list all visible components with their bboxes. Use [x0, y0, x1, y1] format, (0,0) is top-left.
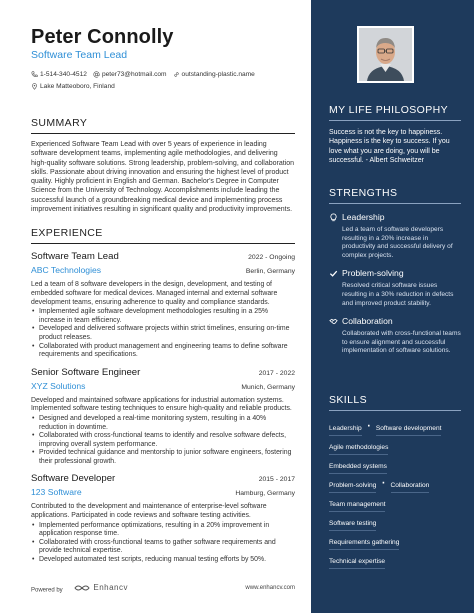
email-contact[interactable]: [93, 70, 167, 79]
location-pin-icon: [31, 83, 38, 90]
strength-description: Collaborated with cross-functional teams to ensure alignment and successful implementation of software solutions.: [342, 330, 461, 355]
job-entry: [31, 367, 295, 467]
strength-description: Resolved critical software issues resulting in a 30% reduction in defects and improved product stability.: [342, 282, 454, 307]
job-location: Berlin, Germany: [245, 268, 295, 276]
job-title: Senior Software Engineer: [31, 366, 141, 378]
job-entry: [31, 251, 295, 359]
skills-section: [329, 394, 461, 569]
lightbulb-icon: [329, 213, 338, 222]
checkmark-icon: [329, 269, 338, 278]
philosophy-heading: MY LIFE PHILOSOPHY: [329, 104, 461, 121]
skill-item: Agile methodologies: [329, 443, 388, 455]
job-company[interactable]: 123 Software: [31, 487, 82, 498]
experience-section: [31, 227, 295, 564]
brand-logo[interactable]: [74, 583, 128, 592]
job-bullet: • Collaborated with cross-functional teams to gather software requirements and provide technical expertise.: [31, 539, 295, 556]
job-description: Led a team of 8 software developers in the design, development, and testing of embedded software for medical devices. Managed internal and external software development teams, ensuring adherence to quality and compliance standards.: [31, 281, 278, 306]
skill-item: Embedded systems: [329, 462, 387, 474]
job-bullet: • Designed and developed a real-time monitoring system, resulting in a 40% reduction in downtime.: [31, 415, 295, 432]
job-location: Munich, Germany: [241, 383, 295, 391]
phone-text: 1-514-340-4512: [40, 71, 87, 78]
job-date: 2017 - 2022: [258, 369, 295, 377]
link-contact[interactable]: [173, 70, 255, 79]
job-bullets: [31, 415, 295, 467]
enhancv-logo-icon: [74, 584, 90, 592]
job-bullets: [31, 522, 295, 565]
location-text: Lake Matteoboro, Finland: [40, 83, 115, 90]
job-company[interactable]: XYZ Solutions: [31, 380, 86, 391]
handshake-icon: [329, 317, 338, 326]
strength-item: [329, 268, 461, 308]
job-bullet: • Developed and delivered software projects within strict timelines, ensuring on-time product releases.: [31, 325, 295, 342]
job-location: Hamburg, Germany: [235, 490, 295, 498]
summary-text: Experienced Software Team Lead with over 5 years of experience in leading software development teams, implementing agile methodologies, and delivering high-quality software solutions. Strong leadership, problem-solving, and collaboration skills. Passionate about driving innovation and ensuring the highest level of product quality. Highly proficient in English and German. Bachelor's Degree in Computer Science from the University of Technology. Accomplishments include leading the successful launch of a groundbreaking medical device and implementing process improvement initiatives resulting in significant quality and productivity improvements.: [31, 141, 295, 214]
sidebar: [311, 0, 474, 613]
job-bullet: • Implemented agile software development methodologies resulting in a 25% increase in team efficiency.: [31, 308, 295, 325]
philosophy-quote: Success is not the key to happiness. Happiness is the key to success. If you love what you are doing, you will be successful. - Albert Schweitzer: [329, 129, 450, 164]
strength-item: [329, 212, 461, 260]
job-title: Software Team Lead: [31, 251, 119, 263]
email-text: peter73@hotmail.com: [101, 71, 167, 78]
philosophy-section: [329, 104, 461, 165]
person-name: Peter Connolly: [31, 26, 174, 48]
location-contact: [31, 82, 115, 91]
profile-photo-icon: [359, 28, 412, 81]
job-entry: [31, 473, 295, 564]
brand-name: Enhancv: [93, 583, 128, 592]
job-title: Software Developer: [31, 473, 116, 485]
at-icon: [93, 71, 100, 78]
person-role: Software Team Lead: [31, 49, 128, 61]
job-bullets: [31, 308, 295, 360]
strength-title: Collaboration: [342, 316, 393, 327]
skill-item: Collaboration: [391, 481, 430, 493]
skill-item: Problem-solving: [329, 481, 376, 493]
job-bullet: • Collaborated with cross-functional teams to identify and resolve software defects, improving overall system performance.: [31, 432, 295, 449]
skill-item: Technical expertise: [329, 557, 385, 569]
skills-heading: SKILLS: [329, 394, 461, 411]
footer-powered: [31, 583, 128, 594]
skill-item: Software testing: [329, 519, 376, 531]
skill-list: Leadership · Software development Agile methodologies Embedded systems Problem-solving · Collaboration Team management Software testing Requirements gathering Technical expertise: [329, 417, 461, 569]
job-description: Contributed to the development and maintenance of enterprise-level software applications. Participated in code reviews and software testing activities.: [31, 503, 267, 520]
experience-heading: EXPERIENCE: [31, 227, 295, 244]
strength-item: [329, 316, 461, 356]
footer-url[interactable]: www.enhancv.com: [245, 585, 295, 592]
skill-item: Leadership: [329, 424, 362, 436]
strength-title: Leadership: [342, 212, 385, 222]
strength-title: Problem-solving: [342, 268, 404, 279]
job-date: 2015 - 2017: [258, 476, 295, 484]
skill-item: Software development: [376, 424, 442, 436]
location-row: [31, 82, 295, 91]
contact-row: [31, 70, 295, 79]
summary-heading: SUMMARY: [31, 117, 295, 134]
summary-section: [31, 117, 295, 214]
phone-contact[interactable]: [31, 70, 87, 79]
skill-item: Team management: [329, 500, 385, 512]
job-date: 2022 - Ongoing: [248, 254, 295, 262]
job-company[interactable]: ABC Technologies: [31, 265, 102, 276]
link-icon: [173, 71, 180, 78]
skill-item: Requirements gathering: [329, 538, 399, 550]
job-bullet: • Implemented performance optimizations, resulting in a 20% improvement in application response time.: [31, 522, 295, 539]
link-text: outstanding-plastic.name: [181, 71, 255, 78]
avatar: [357, 26, 414, 83]
job-description: Developed and maintained software applications for industrial automation systems. Implemented software testing techniques to ensure high-quality and reliable products.: [31, 396, 292, 413]
job-bullet: • Developed automated test scripts, reducing manual testing efforts by 50%.: [31, 556, 295, 565]
strengths-heading: STRENGTHS: [329, 187, 461, 204]
job-bullet: • Provided technical guidance and mentorship to junior software engineers, fostering their professional growth.: [31, 449, 295, 466]
footer: [31, 583, 295, 594]
strength-description: Led a team of software developers resulting in a 20% increase in productivity and successful delivery of complex projects.: [342, 226, 453, 259]
job-bullet: • Collaborated with product management and engineering teams to define software requirements and specifications.: [31, 343, 295, 360]
phone-icon: [31, 71, 38, 78]
powered-by-label: Powered by: [31, 587, 63, 594]
strengths-section: [329, 187, 461, 356]
